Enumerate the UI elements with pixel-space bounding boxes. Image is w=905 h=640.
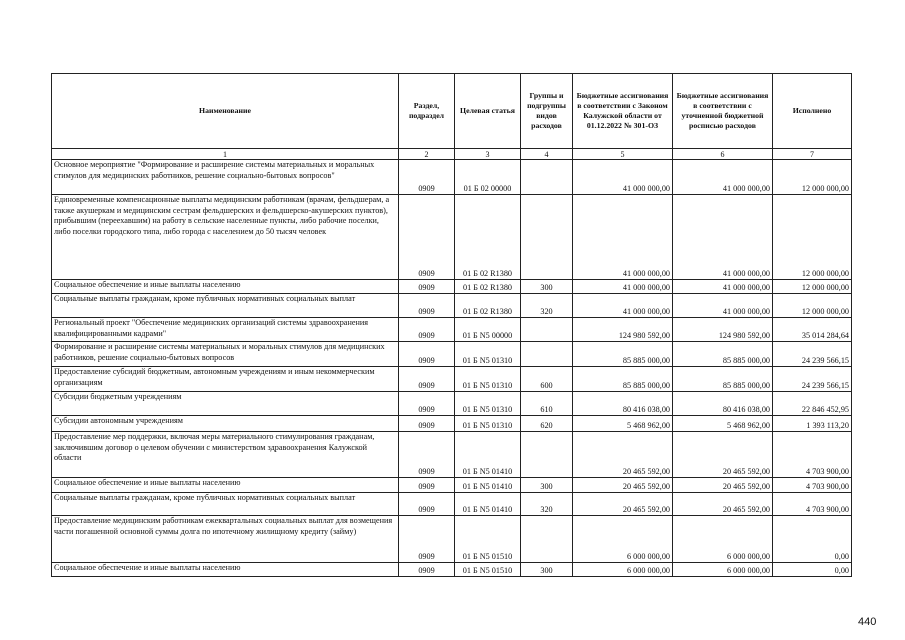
row-refined-allocation-cell: 85 885 000,00: [673, 342, 773, 367]
budget-table: [51, 73, 852, 577]
row-executed-cell: 12 000 000,00: [773, 294, 852, 318]
table-row: [52, 516, 852, 563]
row-executed-cell: 12 000 000,00: [773, 160, 852, 195]
row-executed-cell: 12 000 000,00: [773, 195, 852, 280]
row-law-allocation-cell: 6 000 000,00: [573, 563, 673, 577]
row-article-cell: 01 Б N5 01310: [455, 367, 521, 392]
row-law-allocation-cell: 20 465 592,00: [573, 432, 673, 478]
row-refined-allocation-cell: 80 416 038,00: [673, 392, 773, 416]
row-law-allocation-cell: 41 000 000,00: [573, 294, 673, 318]
header-executed: Исполнено: [773, 74, 852, 149]
row-section-cell: 0909: [399, 367, 455, 392]
row-group-cell: [521, 160, 573, 195]
row-executed-cell: 24 239 566,15: [773, 367, 852, 392]
row-group-cell: [521, 516, 573, 563]
column-number: 4: [521, 149, 573, 160]
header-refined-allocation: Бюджетные ассигнования в соответствии с уточненной бюджетной росписью расходов: [673, 74, 773, 149]
row-refined-allocation-cell: 41 000 000,00: [673, 195, 773, 280]
row-group-cell: 300: [521, 563, 573, 577]
row-article-cell: 01 Б N5 01510: [455, 516, 521, 563]
row-article-cell: 01 Б N5 01310: [455, 416, 521, 432]
header-name: Наименование: [52, 74, 399, 149]
column-number: 5: [573, 149, 673, 160]
column-number: 3: [455, 149, 521, 160]
row-group-cell: [521, 318, 573, 342]
row-refined-allocation-cell: 41 000 000,00: [673, 280, 773, 294]
header-section: Раздел, подраздел: [399, 74, 455, 149]
row-article-cell: 01 Б N5 01310: [455, 392, 521, 416]
row-law-allocation-cell: 41 000 000,00: [573, 280, 673, 294]
row-section-cell: 0909: [399, 563, 455, 577]
table-row: [52, 342, 852, 367]
row-refined-allocation-cell: 20 465 592,00: [673, 478, 773, 493]
row-law-allocation-cell: 6 000 000,00: [573, 516, 673, 563]
row-section-cell: 0909: [399, 195, 455, 280]
row-article-cell: 01 Б N5 01410: [455, 493, 521, 516]
row-executed-cell: 1 393 113,20: [773, 416, 852, 432]
row-section-cell: 0909: [399, 493, 455, 516]
row-law-allocation-cell: 41 000 000,00: [573, 195, 673, 280]
row-group-cell: [521, 342, 573, 367]
row-article-cell: 01 Б 02 R1380: [455, 195, 521, 280]
row-executed-cell: 22 846 452,95: [773, 392, 852, 416]
row-section-cell: 0909: [399, 294, 455, 318]
row-executed-cell: 24 239 566,15: [773, 342, 852, 367]
row-refined-allocation-cell: 20 465 592,00: [673, 432, 773, 478]
row-article-cell: 01 Б N5 01310: [455, 342, 521, 367]
row-name-cell: Социальные выплаты гражданам, кроме публичных нормативных социальных выплат: [52, 493, 399, 516]
row-refined-allocation-cell: 5 468 962,00: [673, 416, 773, 432]
row-executed-cell: 0,00: [773, 563, 852, 577]
row-section-cell: 0909: [399, 478, 455, 493]
header-article: Целевая статья: [455, 74, 521, 149]
row-section-cell: 0909: [399, 432, 455, 478]
row-section-cell: 0909: [399, 318, 455, 342]
table-row: [52, 294, 852, 318]
row-article-cell: 01 Б N5 01410: [455, 432, 521, 478]
row-executed-cell: 4 703 900,00: [773, 493, 852, 516]
table-row: [52, 392, 852, 416]
row-group-cell: [521, 195, 573, 280]
row-law-allocation-cell: 124 980 592,00: [573, 318, 673, 342]
table-row: [52, 367, 852, 392]
row-law-allocation-cell: 85 885 000,00: [573, 367, 673, 392]
row-section-cell: 0909: [399, 392, 455, 416]
page-number: 440: [858, 616, 877, 628]
row-section-cell: 0909: [399, 280, 455, 294]
table-row: [52, 432, 852, 478]
row-name-cell: Социальные выплаты гражданам, кроме публичных нормативных социальных выплат: [52, 294, 399, 318]
row-name-cell: Социальное обеспечение и иные выплаты населению: [52, 478, 399, 493]
row-article-cell: 01 Б N5 01410: [455, 478, 521, 493]
row-executed-cell: 4 703 900,00: [773, 478, 852, 493]
row-executed-cell: 12 000 000,00: [773, 280, 852, 294]
row-article-cell: 01 Б 02 R1380: [455, 294, 521, 318]
table-row: [52, 318, 852, 342]
row-law-allocation-cell: 41 000 000,00: [573, 160, 673, 195]
row-law-allocation-cell: 20 465 592,00: [573, 493, 673, 516]
row-group-cell: 320: [521, 493, 573, 516]
row-name-cell: Предоставление субсидий бюджетным, автономным учреждениям и иным некоммерческим организациям: [52, 367, 399, 392]
header-row: [52, 74, 852, 149]
row-article-cell: 01 Б N5 00000: [455, 318, 521, 342]
column-number-row: [52, 149, 852, 160]
row-executed-cell: 35 014 284,64: [773, 318, 852, 342]
row-refined-allocation-cell: 20 465 592,00: [673, 493, 773, 516]
row-article-cell: 01 Б 02 R1380: [455, 280, 521, 294]
row-law-allocation-cell: 85 885 000,00: [573, 342, 673, 367]
row-name-cell: Предоставление медицинским работникам ежеквартальных социальных выплат для возмещения части погашенной основной суммы долга по ипотечному жилищному кредиту (займу): [52, 516, 399, 563]
row-group-cell: 320: [521, 294, 573, 318]
table-row: [52, 493, 852, 516]
row-section-cell: 0909: [399, 342, 455, 367]
row-section-cell: 0909: [399, 160, 455, 195]
row-section-cell: 0909: [399, 416, 455, 432]
row-law-allocation-cell: 5 468 962,00: [573, 416, 673, 432]
row-group-cell: 600: [521, 367, 573, 392]
row-executed-cell: 0,00: [773, 516, 852, 563]
header-law-allocation: Бюджетные ассигнования в соответствии с Законом Калужской области от 01.12.2022 № 301-ОЗ: [573, 74, 673, 149]
row-refined-allocation-cell: 41 000 000,00: [673, 160, 773, 195]
row-name-cell: Формирование и расширение системы материальных и моральных стимулов для медицинских работников, решение социально-бытовых вопросов: [52, 342, 399, 367]
row-group-cell: 300: [521, 280, 573, 294]
row-executed-cell: 4 703 900,00: [773, 432, 852, 478]
table-row: [52, 160, 852, 195]
row-refined-allocation-cell: 6 000 000,00: [673, 563, 773, 577]
table-row: [52, 280, 852, 294]
row-refined-allocation-cell: 85 885 000,00: [673, 367, 773, 392]
row-article-cell: 01 Б N5 01510: [455, 563, 521, 577]
row-refined-allocation-cell: 124 980 592,00: [673, 318, 773, 342]
table-row: [52, 416, 852, 432]
row-name-cell: Региональный проект "Обеспечение медицинских организаций системы здравоохранения квалифицированными кадрами": [52, 318, 399, 342]
header-group: Группы и подгруппы видов расходов: [521, 74, 573, 149]
row-name-cell: Предоставление мер поддержки, включая меры материального стимулирования гражданам, заключившим договор о целевом обучении с министерством здравоохранения Калужской области: [52, 432, 399, 478]
row-group-cell: 620: [521, 416, 573, 432]
table-row: [52, 195, 852, 280]
column-number: 7: [773, 149, 852, 160]
row-group-cell: [521, 432, 573, 478]
row-name-cell: Основное мероприятие "Формирование и расширение системы материальных и моральных стимулов для медицинских работников, решение социально-бытовых вопросов": [52, 160, 399, 195]
row-law-allocation-cell: 80 416 038,00: [573, 392, 673, 416]
row-name-cell: Социальное обеспечение и иные выплаты населению: [52, 280, 399, 294]
row-name-cell: Социальное обеспечение и иные выплаты населению: [52, 563, 399, 577]
row-group-cell: 610: [521, 392, 573, 416]
row-name-cell: Субсидии автономным учреждениям: [52, 416, 399, 432]
row-article-cell: 01 Б 02 00000: [455, 160, 521, 195]
row-refined-allocation-cell: 41 000 000,00: [673, 294, 773, 318]
row-group-cell: 300: [521, 478, 573, 493]
row-section-cell: 0909: [399, 516, 455, 563]
table-row: [52, 563, 852, 577]
row-refined-allocation-cell: 6 000 000,00: [673, 516, 773, 563]
row-law-allocation-cell: 20 465 592,00: [573, 478, 673, 493]
row-name-cell: Субсидии бюджетным учреждениям: [52, 392, 399, 416]
column-number: 1: [52, 149, 399, 160]
column-number: 2: [399, 149, 455, 160]
table-row: [52, 478, 852, 493]
column-number: 6: [673, 149, 773, 160]
row-name-cell: Единовременные компенсационные выплаты медицинским работникам (врачам, фельдшерам, а также акушеркам и медицинским сестрам фельдшерских и фельдшерско-акушерских пунктов), прибывшим (переехавшим) на работу в сельские населенные пункты, либо рабочие поселки, либо поселки городского типа, либо города с населением до 50 тысяч человек: [52, 195, 399, 280]
